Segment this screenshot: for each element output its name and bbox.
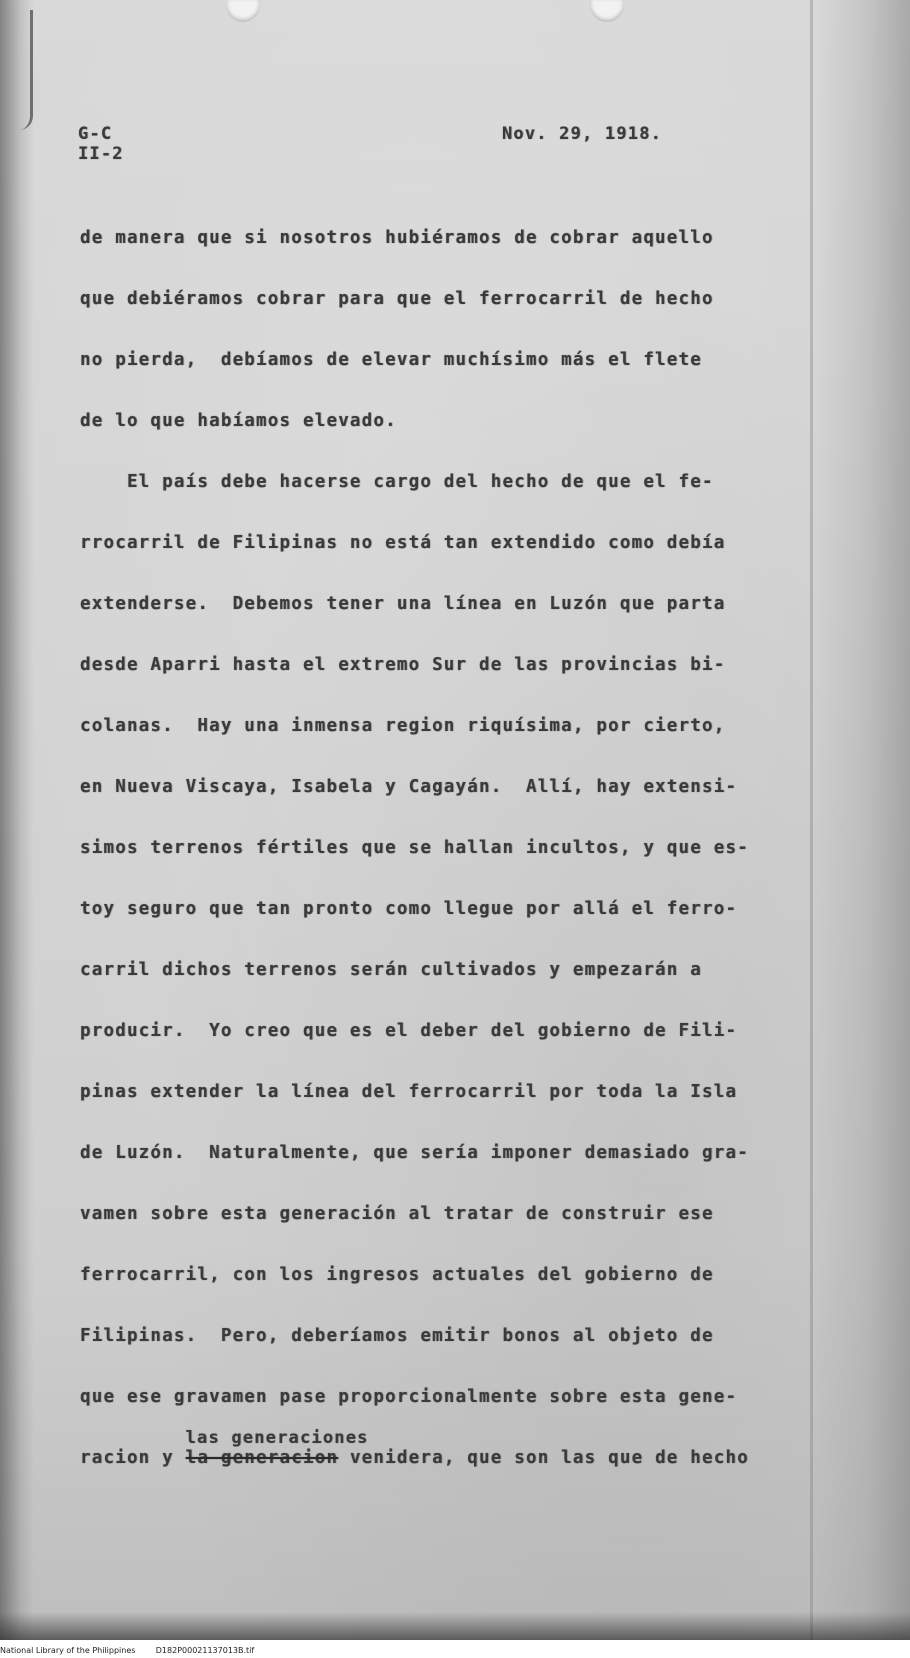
footer-caption	[0, 1646, 254, 1656]
text-line: rrocarril de Filipinas no está tan extendido como debía	[80, 533, 726, 553]
text-line: toy seguro que tan pronto como llegue por allá el ferro-	[80, 899, 738, 919]
footer-bar	[0, 1640, 910, 1658]
correction	[185, 1428, 369, 1470]
text-line: producir. Yo creo que es el deber del gobierno de Fili-	[80, 1021, 738, 1041]
text-line: de manera que si nosotros hubiéramos de cobrar aquello	[80, 228, 714, 248]
punch-hole	[226, 0, 260, 22]
text-line: pinas extender la línea del ferrocarril por toda la Isla	[80, 1082, 738, 1102]
text-line: simos terrenos fértiles que se hallan incultos, y que es-	[80, 838, 749, 858]
last-line-start: racion y	[80, 1448, 186, 1468]
scan-shadow-left	[0, 0, 34, 1640]
text-line: Filipinas. Pero, deberíamos emitir bonos al objeto de	[80, 1326, 714, 1346]
text-line: colanas. Hay una inmensa region riquísima, por cierto,	[80, 716, 726, 736]
page-fold-line	[810, 0, 813, 1640]
letter-date: Nov. 29, 1918.	[502, 124, 663, 144]
text-line: que ese gravamen pase proporcionalmente sobre esta gene-	[80, 1387, 738, 1407]
binder-clip-mark	[0, 10, 33, 130]
last-line-end: venidera, que son las que de hecho	[338, 1448, 749, 1468]
reference-code	[78, 124, 124, 164]
last-text-line	[80, 1428, 749, 1470]
text-line: carril dichos terrenos serán cultivados y empezarán a	[80, 960, 703, 980]
text-line: no pierda, debíamos de elevar muchísimo más el flete	[80, 350, 703, 370]
interlinear-insertion: las generaciones	[185, 1428, 369, 1448]
text-line: ferrocarril, con los ingresos actuales del gobierno de	[80, 1265, 714, 1285]
footer-file-id: D182P00021137013B.tif	[155, 1646, 255, 1655]
text-line: que debiéramos cobrar para que el ferrocarril de hecho	[80, 289, 714, 309]
text-line: El país debe hacerse cargo del hecho de que el fe-	[80, 472, 714, 492]
reference-code-line-1: G-C	[78, 124, 113, 144]
punch-hole	[590, 0, 624, 22]
footer-library-name: National Library of the Philippines	[0, 1646, 136, 1655]
text-line: extenderse. Debemos tener una línea en Luzón que parta	[80, 594, 726, 614]
text-line: en Nueva Viscaya, Isabela y Cagayán. Allí, hay extensi-	[80, 777, 738, 797]
text-line: de Luzón. Naturalmente, que sería imponer demasiado gra-	[80, 1143, 749, 1163]
scan-shadow-right	[814, 0, 910, 1640]
text-line: vamen sobre esta generación al tratar de construir ese	[80, 1204, 714, 1224]
scan-shadow-bottom	[0, 1612, 910, 1640]
footer-spacer	[135, 1646, 155, 1655]
text-line: desde Aparri hasta el extremo Sur de las provincias bi-	[80, 655, 726, 675]
struck-out-text: la generacion	[185, 1448, 339, 1468]
reference-code-line-2: II-2	[78, 144, 124, 164]
text-line: de lo que habíamos elevado.	[80, 411, 397, 431]
